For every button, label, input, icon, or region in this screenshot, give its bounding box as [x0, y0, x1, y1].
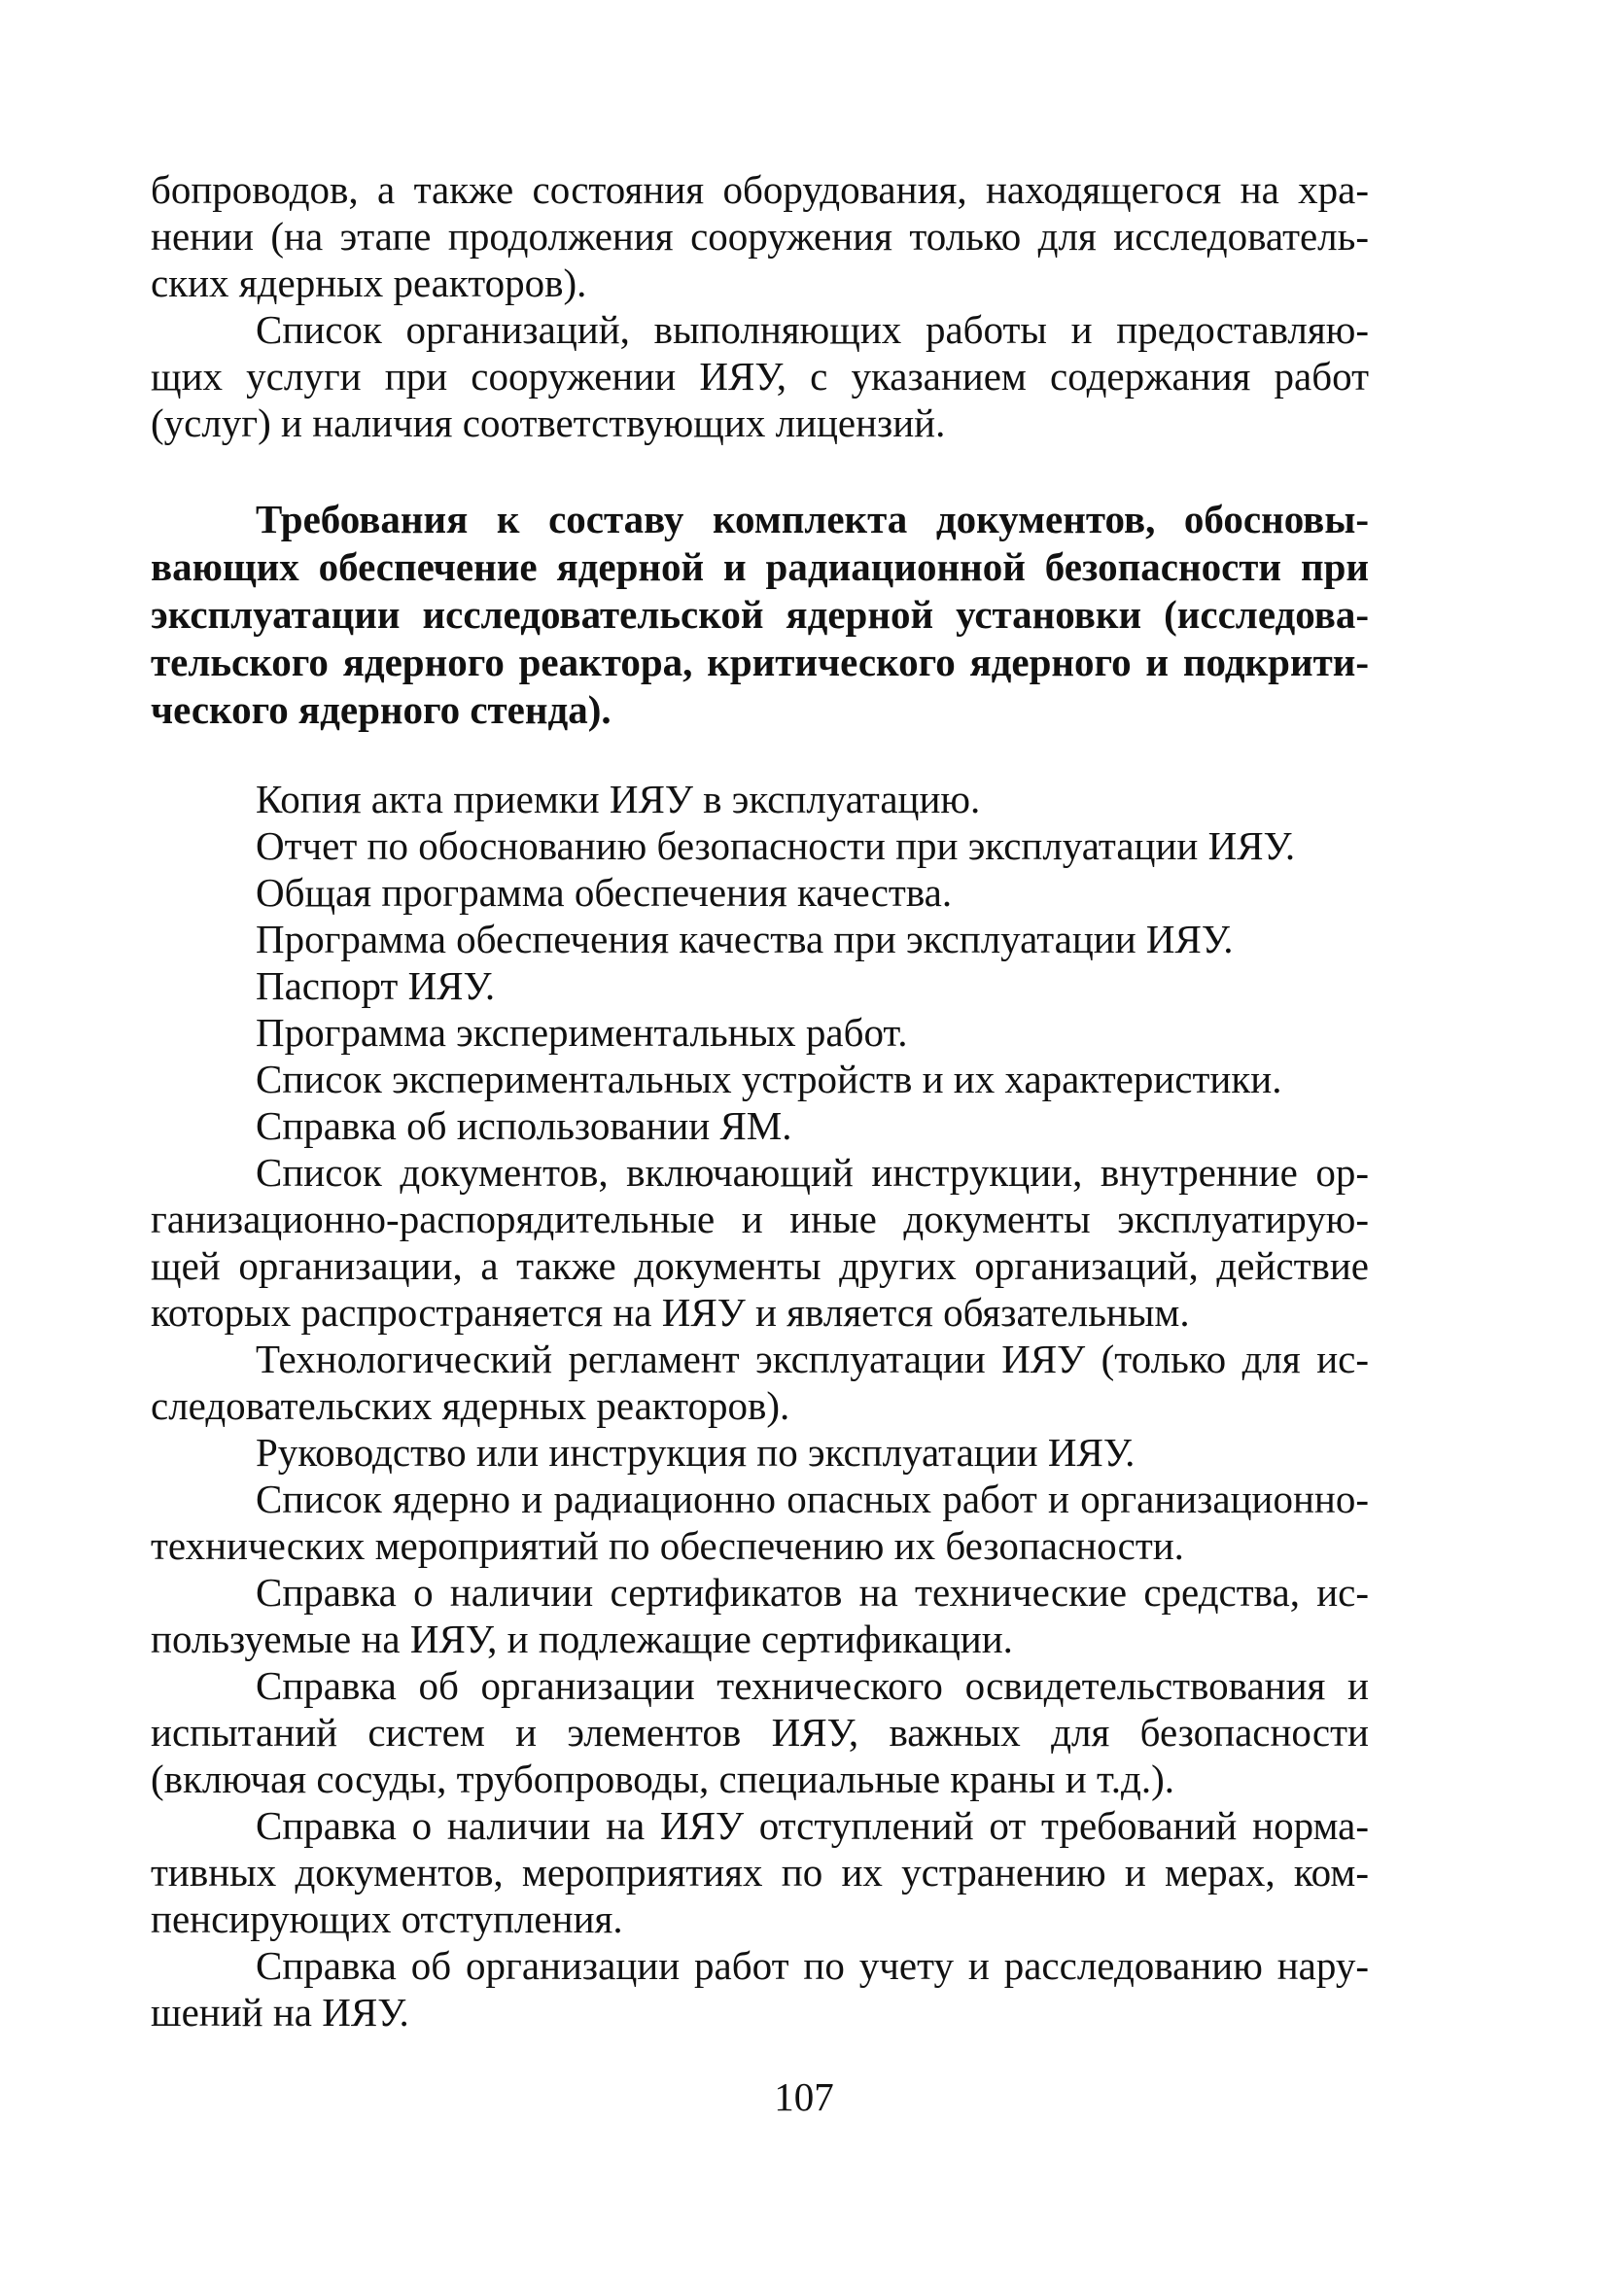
- list-item: Справка об использовании ЯМ.: [256, 1103, 792, 1148]
- page-number: 107: [774, 2074, 834, 2119]
- list-item: Паспорт ИЯУ.: [256, 963, 496, 1008]
- heading-line-4: тельского ядерного реактора, критического ядерного и подкрити-: [151, 640, 1369, 684]
- list-item: Справка об организации работ по учету и расследованию нару-: [256, 1943, 1369, 1988]
- intro-line-5: щих услуги при сооружении ИЯУ, с указанием содержания работ: [151, 354, 1369, 399]
- heading-line-1: Требования к составу комплекта документов, обосновы-: [256, 497, 1369, 541]
- list-item: Список экспериментальных устройств и их характеристики.: [256, 1057, 1282, 1101]
- list-item: Справка о наличии сертификатов на технические средства, ис-: [256, 1570, 1369, 1615]
- list-item: Отчет по обоснованию безопасности при эксплуатации ИЯУ.: [256, 823, 1296, 868]
- list-item: Общая программа обеспечения качества.: [256, 870, 953, 915]
- list-item: ганизационно-распорядительные и иные документы эксплуатирую-: [151, 1197, 1369, 1241]
- heading-line-3: эксплуатации исследовательской ядерной установки (исследова-: [151, 592, 1369, 637]
- intro-line-4: Список организаций, выполняющих работы и предоставляю-: [256, 307, 1369, 352]
- list-item: Программа экспериментальных работ.: [256, 1010, 908, 1055]
- intro-line-6: (услуг) и наличия соответствующих лицензий.: [151, 400, 946, 445]
- document-list: [151, 776, 1369, 2035]
- list-item: Справка о наличии на ИЯУ отступлений от требований норма-: [256, 1803, 1369, 1848]
- list-item: Копия акта приемки ИЯУ в эксплуатацию.: [256, 777, 981, 821]
- list-item: которых распространяется на ИЯУ и является обязательным.: [151, 1290, 1190, 1335]
- list-item: Технологический регламент эксплуатации ИЯУ (только для ис-: [256, 1337, 1369, 1381]
- list-item: Руководство или инструкция по эксплуатации ИЯУ.: [256, 1430, 1136, 1475]
- list-item: Список ядерно и радиационно опасных работ и организационно-: [256, 1477, 1369, 1521]
- intro-line-1: бопроводов, а также состояния оборудования, находящегося на хра-: [151, 167, 1369, 212]
- heading-line-2: вающих обеспечение ядерной и радиационной безопасности при: [151, 544, 1369, 589]
- list-item: щей организации, а также документы других организаций, действие: [151, 1243, 1369, 1288]
- intro-line-3: ских ядерных реакторов).: [151, 261, 587, 305]
- section-heading: [151, 496, 1369, 734]
- list-item: испытаний систем и элементов ИЯУ, важных для безопасности: [151, 1710, 1369, 1755]
- list-item: (включая сосуды, трубопроводы, специальные краны и т.д.).: [151, 1757, 1175, 1801]
- list-item: тивных документов, мероприятиях по их устранению и мерах, ком-: [151, 1850, 1369, 1895]
- list-item: Список документов, включающий инструкции, внутренние ор-: [256, 1150, 1369, 1195]
- intro-line-2: нении (на этапе продолжения сооружения только для исследователь-: [151, 214, 1369, 259]
- list-item: Справка об организации технического освидетельствования и: [256, 1663, 1369, 1708]
- list-item: пенсирующих отступления.: [151, 1896, 623, 1941]
- intro-text: [151, 166, 1369, 446]
- list-item: технических мероприятий по обеспечению их безопасности.: [151, 1523, 1184, 1568]
- heading-line-5: ческого ядерного стенда).: [151, 687, 612, 732]
- list-item: Программа обеспечения качества при эксплуатации ИЯУ.: [256, 917, 1234, 961]
- list-item: шений на ИЯУ.: [151, 1990, 409, 2035]
- list-item: следовательских ядерных реакторов).: [151, 1383, 790, 1428]
- list-item: пользуемые на ИЯУ, и подлежащие сертификации.: [151, 1617, 1013, 1661]
